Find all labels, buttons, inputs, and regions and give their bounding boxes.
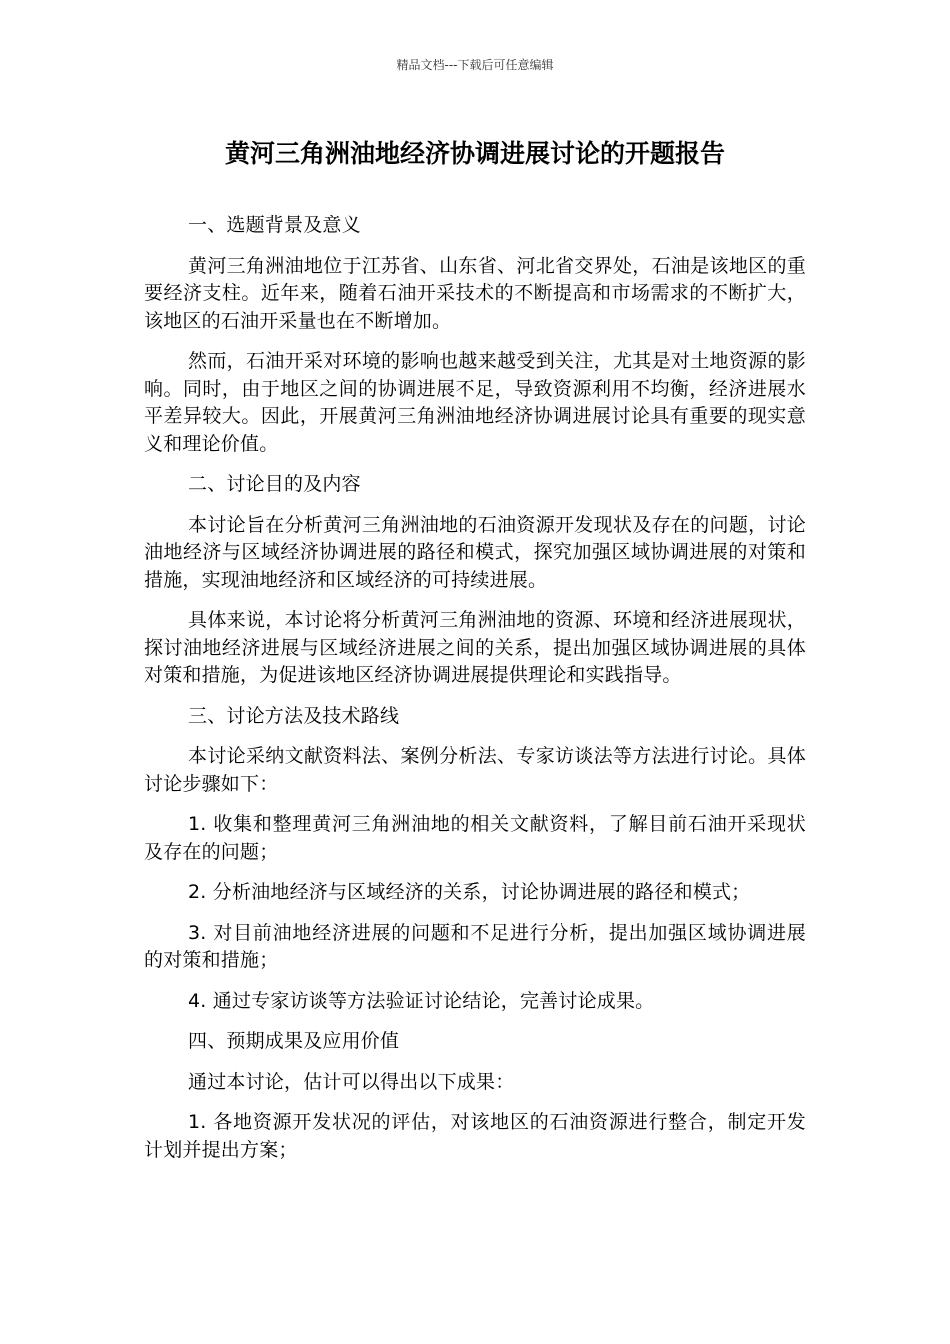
section-heading-outcomes: 四、预期成果及应用价值 bbox=[188, 1030, 400, 1052]
list-item-step-3: 3. 对目前油地经济进展的问题和不足进行分析，提出加强区域协调进展的对策和措施； bbox=[144, 921, 806, 971]
section-heading-methods: 三、讨论方法及技术路线 bbox=[188, 704, 400, 727]
section-heading-purpose: 二、讨论目的及内容 bbox=[188, 473, 361, 495]
body-paragraph: 具体来说，本讨论将分析黄河三角洲油地的资源、环境和经济进展现状，探讨油地经济进展与区域经济进展之间的关系，提出加强区域协调进展的具体对策和措施，为促进该地区经济协调进展提供理论和实践指导。 bbox=[144, 609, 806, 686]
body-paragraph: 通过本讨论，估计可以得出以下成果： bbox=[188, 1070, 515, 1093]
document-title: 黄河三角洲油地经济协调进展讨论的开题报告 bbox=[224, 139, 725, 168]
section-heading-background: 一、选题背景及意义 bbox=[188, 214, 361, 236]
list-item-outcome-1: 1. 各地资源开发状况的评估，对该地区的石油资源进行整合，制定开发计划并提出方案； bbox=[144, 1111, 806, 1161]
document-body bbox=[144, 212, 806, 1177]
body-paragraph: 然而，石油开采对环境的影响也越来越受到关注，尤其是对土地资源的影响。同时，由于地区之间的协调进展不足，导致资源利用不均衡，经济进展水平差异较大。因此，开展黄河三角洲油地经济协调进展讨论具有重要的现实意义和理论价值。 bbox=[144, 350, 806, 455]
body-paragraph: 黄河三角洲油地位于江苏省、山东省、河北省交界处，石油是该地区的重要经济支柱。近年来，随着石油开采技术的不断提高和市场需求的不断扩大，该地区的石油开采量也在不断增加。 bbox=[144, 254, 806, 332]
body-paragraph: 本讨论采纳文献资料法、案例分析法、专家访谈法等方法进行讨论。具体讨论步骤如下： bbox=[144, 745, 806, 795]
body-paragraph: 本讨论旨在分析黄河三角洲油地的石油资源开发现状及存在的问题，讨论油地经济与区域经济协调进展的路径和模式，探究加强区域协调进展的对策和措施，实现油地经济和区域经济的可持续进展。 bbox=[144, 513, 806, 591]
list-item-step-1: 1. 收集和整理黄河三角洲油地的相关文献资料，了解目前石油开采现状及存在的问题； bbox=[144, 813, 806, 863]
page-header: 精品文档---下载后可任意编辑 bbox=[396, 58, 554, 72]
list-item-step-2: 2. 分析油地经济与区域经济的关系，讨论协调进展的路径和模式； bbox=[188, 881, 751, 903]
list-item-step-4: 4. 通过专家访谈等方法验证讨论结论，完善讨论成果。 bbox=[188, 989, 655, 1012]
